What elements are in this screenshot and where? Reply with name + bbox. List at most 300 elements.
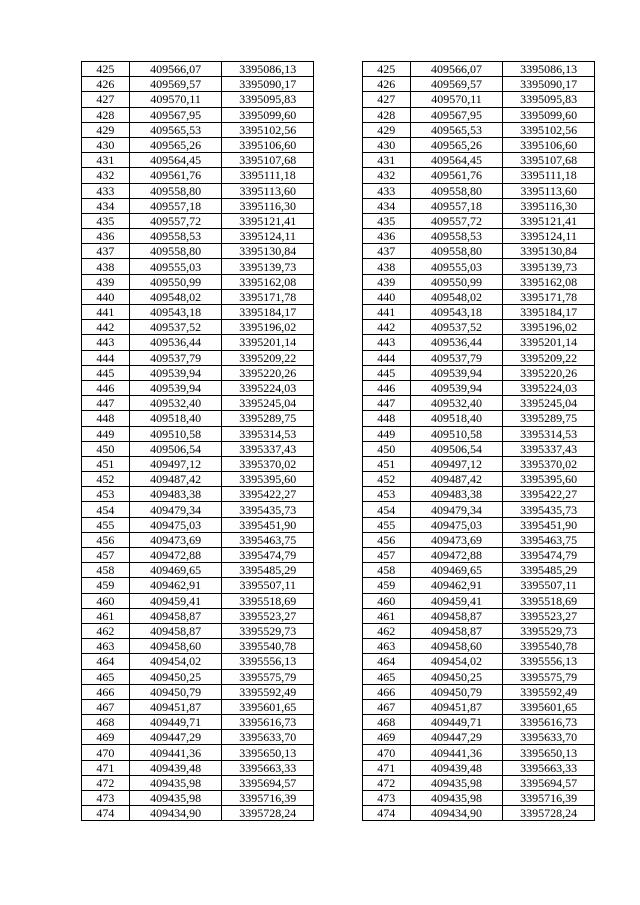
table-row	[82, 122, 595, 137]
left-y-coordinate-cell: 3395337,43	[222, 441, 314, 456]
column-gap-cell	[314, 122, 363, 137]
left-y-coordinate-cell: 3395220,26	[222, 365, 314, 380]
right-y-coordinate-cell: 3395113,60	[503, 183, 595, 198]
column-gap-cell	[314, 456, 363, 471]
column-gap-cell	[314, 107, 363, 122]
right-y-coordinate-cell: 3395106,60	[503, 137, 595, 152]
column-gap-cell	[314, 502, 363, 517]
left-y-coordinate-cell: 3395130,84	[222, 244, 314, 259]
column-gap-cell	[314, 684, 363, 699]
table-row	[82, 380, 595, 395]
left-x-coordinate-cell: 409497,12	[129, 456, 222, 471]
left-y-coordinate-cell: 3395121,41	[222, 213, 314, 228]
right-x-coordinate-cell: 409510,58	[410, 426, 503, 441]
right-y-coordinate-cell: 3395451,90	[503, 517, 595, 532]
right-x-coordinate-cell: 409450,25	[410, 669, 503, 684]
right-point-number-cell: 444	[362, 350, 410, 365]
left-y-coordinate-cell: 3395184,17	[222, 305, 314, 320]
left-y-coordinate-cell: 3395314,53	[222, 426, 314, 441]
right-point-number-cell: 462	[362, 623, 410, 638]
right-point-number-cell: 468	[362, 715, 410, 730]
left-x-coordinate-cell: 409458,87	[129, 623, 222, 638]
column-gap-cell	[314, 244, 363, 259]
right-y-coordinate-cell: 3395523,27	[503, 608, 595, 623]
left-point-number-cell: 464	[82, 654, 130, 669]
right-point-number-cell: 464	[362, 654, 410, 669]
table-row	[82, 62, 595, 77]
right-y-coordinate-cell: 3395184,17	[503, 305, 595, 320]
table-row	[82, 502, 595, 517]
right-x-coordinate-cell: 409458,87	[410, 608, 503, 623]
right-point-number-cell: 427	[362, 92, 410, 107]
left-x-coordinate-cell: 409570,11	[129, 92, 222, 107]
right-point-number-cell: 433	[362, 183, 410, 198]
right-x-coordinate-cell: 409569,57	[410, 77, 503, 92]
table-row	[82, 593, 595, 608]
left-y-coordinate-cell: 3395124,11	[222, 229, 314, 244]
left-point-number-cell: 461	[82, 608, 130, 623]
left-x-coordinate-cell: 409473,69	[129, 532, 222, 547]
left-point-number-cell: 442	[82, 320, 130, 335]
table-row	[82, 229, 595, 244]
table-row	[82, 487, 595, 502]
left-x-coordinate-cell: 409558,80	[129, 183, 222, 198]
right-y-coordinate-cell: 3395370,02	[503, 456, 595, 471]
right-y-coordinate-cell: 3395130,84	[503, 244, 595, 259]
right-y-coordinate-cell: 3395435,73	[503, 502, 595, 517]
table-row	[82, 775, 595, 790]
right-y-coordinate-cell: 3395224,03	[503, 380, 595, 395]
left-y-coordinate-cell: 3395575,79	[222, 669, 314, 684]
left-point-number-cell: 433	[82, 183, 130, 198]
column-gap-cell	[314, 563, 363, 578]
left-x-coordinate-cell: 409518,40	[129, 411, 222, 426]
table-row	[82, 107, 595, 122]
right-y-coordinate-cell: 3395099,60	[503, 107, 595, 122]
left-point-number-cell: 425	[82, 62, 130, 77]
table-row	[82, 654, 595, 669]
left-y-coordinate-cell: 3395633,70	[222, 730, 314, 745]
column-gap-cell	[314, 259, 363, 274]
column-gap-cell	[314, 760, 363, 775]
right-point-number-cell: 448	[362, 411, 410, 426]
left-x-coordinate-cell: 409458,60	[129, 639, 222, 654]
column-gap-cell	[314, 274, 363, 289]
right-y-coordinate-cell: 3395111,18	[503, 168, 595, 183]
right-y-coordinate-cell: 3395162,08	[503, 274, 595, 289]
column-gap-cell	[314, 350, 363, 365]
left-point-number-cell: 473	[82, 791, 130, 806]
right-point-number-cell: 465	[362, 669, 410, 684]
left-y-coordinate-cell: 3395245,04	[222, 396, 314, 411]
right-y-coordinate-cell: 3395139,73	[503, 259, 595, 274]
left-x-coordinate-cell: 409434,90	[129, 806, 222, 821]
left-y-coordinate-cell: 3395616,73	[222, 715, 314, 730]
left-x-coordinate-cell: 409462,91	[129, 578, 222, 593]
table-row	[82, 77, 595, 92]
left-point-number-cell: 466	[82, 684, 130, 699]
right-x-coordinate-cell: 409565,53	[410, 122, 503, 137]
table-row	[82, 730, 595, 745]
left-x-coordinate-cell: 409459,41	[129, 593, 222, 608]
left-x-coordinate-cell: 409539,94	[129, 380, 222, 395]
table-row	[82, 563, 595, 578]
table-row	[82, 244, 595, 259]
right-point-number-cell: 430	[362, 137, 410, 152]
right-y-coordinate-cell: 3395201,14	[503, 335, 595, 350]
table-row	[82, 532, 595, 547]
table-row	[82, 411, 595, 426]
left-y-coordinate-cell: 3395171,78	[222, 289, 314, 304]
right-y-coordinate-cell: 3395474,79	[503, 548, 595, 563]
right-point-number-cell: 425	[362, 62, 410, 77]
coordinates-table-body	[82, 62, 595, 821]
left-x-coordinate-cell: 409565,53	[129, 122, 222, 137]
table-row	[82, 745, 595, 760]
column-gap-cell	[314, 472, 363, 487]
column-gap-cell	[314, 305, 363, 320]
table-row	[82, 699, 595, 714]
right-x-coordinate-cell: 409435,98	[410, 775, 503, 790]
right-point-number-cell: 431	[362, 153, 410, 168]
right-x-coordinate-cell: 409539,94	[410, 365, 503, 380]
right-point-number-cell: 470	[362, 745, 410, 760]
right-point-number-cell: 459	[362, 578, 410, 593]
left-point-number-cell: 457	[82, 548, 130, 563]
right-x-coordinate-cell: 409518,40	[410, 411, 503, 426]
left-x-coordinate-cell: 409555,03	[129, 259, 222, 274]
column-gap-cell	[314, 548, 363, 563]
table-row	[82, 548, 595, 563]
table-row	[82, 305, 595, 320]
right-x-coordinate-cell: 409473,69	[410, 532, 503, 547]
left-y-coordinate-cell: 3395507,11	[222, 578, 314, 593]
left-x-coordinate-cell: 409543,18	[129, 305, 222, 320]
right-point-number-cell: 456	[362, 532, 410, 547]
left-x-coordinate-cell: 409564,45	[129, 153, 222, 168]
left-point-number-cell: 445	[82, 365, 130, 380]
left-point-number-cell: 458	[82, 563, 130, 578]
left-point-number-cell: 470	[82, 745, 130, 760]
column-gap-cell	[314, 198, 363, 213]
right-y-coordinate-cell: 3395633,70	[503, 730, 595, 745]
right-x-coordinate-cell: 409539,94	[410, 380, 503, 395]
left-y-coordinate-cell: 3395663,33	[222, 760, 314, 775]
left-x-coordinate-cell: 409510,58	[129, 426, 222, 441]
table-row	[82, 791, 595, 806]
left-y-coordinate-cell: 3395556,13	[222, 654, 314, 669]
left-point-number-cell: 440	[82, 289, 130, 304]
left-x-coordinate-cell: 409566,07	[129, 62, 222, 77]
left-y-coordinate-cell: 3395540,78	[222, 639, 314, 654]
left-x-coordinate-cell: 409537,52	[129, 320, 222, 335]
right-x-coordinate-cell: 409537,52	[410, 320, 503, 335]
column-gap-cell	[314, 639, 363, 654]
left-point-number-cell: 436	[82, 229, 130, 244]
left-y-coordinate-cell: 3395111,18	[222, 168, 314, 183]
left-point-number-cell: 450	[82, 441, 130, 456]
right-y-coordinate-cell: 3395289,75	[503, 411, 595, 426]
left-point-number-cell: 437	[82, 244, 130, 259]
left-x-coordinate-cell: 409536,44	[129, 335, 222, 350]
left-y-coordinate-cell: 3395463,75	[222, 532, 314, 547]
left-y-coordinate-cell: 3395139,73	[222, 259, 314, 274]
right-y-coordinate-cell: 3395540,78	[503, 639, 595, 654]
left-x-coordinate-cell: 409483,38	[129, 487, 222, 502]
table-row	[82, 396, 595, 411]
right-x-coordinate-cell: 409487,42	[410, 472, 503, 487]
table-row	[82, 684, 595, 699]
table-row	[82, 441, 595, 456]
right-point-number-cell: 434	[362, 198, 410, 213]
right-y-coordinate-cell: 3395601,65	[503, 699, 595, 714]
right-y-coordinate-cell: 3395616,73	[503, 715, 595, 730]
right-y-coordinate-cell: 3395650,13	[503, 745, 595, 760]
right-point-number-cell: 451	[362, 456, 410, 471]
column-gap-cell	[314, 426, 363, 441]
right-y-coordinate-cell: 3395592,49	[503, 684, 595, 699]
right-x-coordinate-cell: 409450,79	[410, 684, 503, 699]
right-point-number-cell: 440	[362, 289, 410, 304]
left-y-coordinate-cell: 3395107,68	[222, 153, 314, 168]
column-gap-cell	[314, 92, 363, 107]
right-point-number-cell: 432	[362, 168, 410, 183]
right-point-number-cell: 450	[362, 441, 410, 456]
right-x-coordinate-cell: 409472,88	[410, 548, 503, 563]
table-row	[82, 259, 595, 274]
right-point-number-cell: 474	[362, 806, 410, 821]
right-point-number-cell: 469	[362, 730, 410, 745]
left-y-coordinate-cell: 3395201,14	[222, 335, 314, 350]
right-point-number-cell: 458	[362, 563, 410, 578]
left-x-coordinate-cell: 409441,36	[129, 745, 222, 760]
right-x-coordinate-cell: 409435,98	[410, 791, 503, 806]
left-point-number-cell: 444	[82, 350, 130, 365]
right-x-coordinate-cell: 409567,95	[410, 107, 503, 122]
table-row	[82, 153, 595, 168]
right-point-number-cell: 455	[362, 517, 410, 532]
table-row	[82, 456, 595, 471]
right-y-coordinate-cell: 3395196,02	[503, 320, 595, 335]
right-y-coordinate-cell: 3395095,83	[503, 92, 595, 107]
column-gap-cell	[314, 380, 363, 395]
table-row	[82, 608, 595, 623]
right-y-coordinate-cell: 3395124,11	[503, 229, 595, 244]
column-gap-cell	[314, 715, 363, 730]
right-y-coordinate-cell: 3395314,53	[503, 426, 595, 441]
left-x-coordinate-cell: 409454,02	[129, 654, 222, 669]
right-y-coordinate-cell: 3395716,39	[503, 791, 595, 806]
right-y-coordinate-cell: 3395245,04	[503, 396, 595, 411]
left-x-coordinate-cell: 409450,25	[129, 669, 222, 684]
column-gap-cell	[314, 168, 363, 183]
right-point-number-cell: 453	[362, 487, 410, 502]
left-x-coordinate-cell: 409565,26	[129, 137, 222, 152]
right-x-coordinate-cell: 409441,36	[410, 745, 503, 760]
left-x-coordinate-cell: 409435,98	[129, 791, 222, 806]
right-y-coordinate-cell: 3395463,75	[503, 532, 595, 547]
right-x-coordinate-cell: 409506,54	[410, 441, 503, 456]
left-y-coordinate-cell: 3395086,13	[222, 62, 314, 77]
left-y-coordinate-cell: 3395716,39	[222, 791, 314, 806]
left-y-coordinate-cell: 3395435,73	[222, 502, 314, 517]
left-x-coordinate-cell: 409447,29	[129, 730, 222, 745]
left-x-coordinate-cell: 409539,94	[129, 365, 222, 380]
left-point-number-cell: 428	[82, 107, 130, 122]
left-x-coordinate-cell: 409469,65	[129, 563, 222, 578]
left-y-coordinate-cell: 3395601,65	[222, 699, 314, 714]
column-gap-cell	[314, 213, 363, 228]
right-point-number-cell: 442	[362, 320, 410, 335]
right-y-coordinate-cell: 3395107,68	[503, 153, 595, 168]
left-x-coordinate-cell: 409548,02	[129, 289, 222, 304]
left-point-number-cell: 474	[82, 806, 130, 821]
column-gap-cell	[314, 153, 363, 168]
table-row	[82, 335, 595, 350]
right-y-coordinate-cell: 3395171,78	[503, 289, 595, 304]
left-point-number-cell: 465	[82, 669, 130, 684]
left-point-number-cell: 426	[82, 77, 130, 92]
left-x-coordinate-cell: 409439,48	[129, 760, 222, 775]
left-y-coordinate-cell: 3395102,56	[222, 122, 314, 137]
left-x-coordinate-cell: 409506,54	[129, 441, 222, 456]
column-gap-cell	[314, 320, 363, 335]
left-point-number-cell: 429	[82, 122, 130, 137]
left-point-number-cell: 435	[82, 213, 130, 228]
right-point-number-cell: 426	[362, 77, 410, 92]
left-point-number-cell: 454	[82, 502, 130, 517]
table-row	[82, 213, 595, 228]
column-gap-cell	[314, 699, 363, 714]
left-y-coordinate-cell: 3395422,27	[222, 487, 314, 502]
right-point-number-cell: 463	[362, 639, 410, 654]
left-x-coordinate-cell: 409475,03	[129, 517, 222, 532]
left-x-coordinate-cell: 409557,72	[129, 213, 222, 228]
left-point-number-cell: 456	[82, 532, 130, 547]
left-y-coordinate-cell: 3395529,73	[222, 623, 314, 638]
left-x-coordinate-cell: 409532,40	[129, 396, 222, 411]
right-y-coordinate-cell: 3395507,11	[503, 578, 595, 593]
column-gap-cell	[314, 517, 363, 532]
right-point-number-cell: 443	[362, 335, 410, 350]
table-row	[82, 289, 595, 304]
left-x-coordinate-cell: 409479,34	[129, 502, 222, 517]
left-x-coordinate-cell: 409472,88	[129, 548, 222, 563]
right-x-coordinate-cell: 409570,11	[410, 92, 503, 107]
left-point-number-cell: 427	[82, 92, 130, 107]
column-gap-cell	[314, 335, 363, 350]
right-x-coordinate-cell: 409497,12	[410, 456, 503, 471]
right-point-number-cell: 473	[362, 791, 410, 806]
right-y-coordinate-cell: 3395694,57	[503, 775, 595, 790]
column-gap-cell	[314, 791, 363, 806]
right-x-coordinate-cell: 409475,03	[410, 517, 503, 532]
right-x-coordinate-cell: 409462,91	[410, 578, 503, 593]
right-x-coordinate-cell: 409449,71	[410, 715, 503, 730]
left-y-coordinate-cell: 3395209,22	[222, 350, 314, 365]
right-point-number-cell: 445	[362, 365, 410, 380]
left-y-coordinate-cell: 3395650,13	[222, 745, 314, 760]
column-gap-cell	[314, 806, 363, 821]
left-x-coordinate-cell: 409569,57	[129, 77, 222, 92]
right-y-coordinate-cell: 3395422,27	[503, 487, 595, 502]
right-x-coordinate-cell: 409447,29	[410, 730, 503, 745]
right-point-number-cell: 429	[362, 122, 410, 137]
right-point-number-cell: 436	[362, 229, 410, 244]
right-point-number-cell: 467	[362, 699, 410, 714]
right-y-coordinate-cell: 3395102,56	[503, 122, 595, 137]
table-row	[82, 426, 595, 441]
column-gap-cell	[314, 669, 363, 684]
right-x-coordinate-cell: 409459,41	[410, 593, 503, 608]
left-x-coordinate-cell: 409550,99	[129, 274, 222, 289]
column-gap-cell	[314, 487, 363, 502]
right-y-coordinate-cell: 3395337,43	[503, 441, 595, 456]
right-point-number-cell: 457	[362, 548, 410, 563]
right-x-coordinate-cell: 409558,80	[410, 183, 503, 198]
column-gap-cell	[314, 578, 363, 593]
left-x-coordinate-cell: 409558,80	[129, 244, 222, 259]
table-row	[82, 137, 595, 152]
left-point-number-cell: 431	[82, 153, 130, 168]
column-gap-cell	[314, 730, 363, 745]
left-point-number-cell: 449	[82, 426, 130, 441]
right-y-coordinate-cell: 3395209,22	[503, 350, 595, 365]
right-point-number-cell: 447	[362, 396, 410, 411]
left-x-coordinate-cell: 409567,95	[129, 107, 222, 122]
right-x-coordinate-cell: 409555,03	[410, 259, 503, 274]
right-point-number-cell: 472	[362, 775, 410, 790]
right-x-coordinate-cell: 409469,65	[410, 563, 503, 578]
table-row	[82, 274, 595, 289]
left-x-coordinate-cell: 409557,18	[129, 198, 222, 213]
left-point-number-cell: 446	[82, 380, 130, 395]
left-point-number-cell: 441	[82, 305, 130, 320]
coordinates-table	[81, 61, 595, 821]
table-row	[82, 183, 595, 198]
right-y-coordinate-cell: 3395220,26	[503, 365, 595, 380]
right-x-coordinate-cell: 409564,45	[410, 153, 503, 168]
right-y-coordinate-cell: 3395395,60	[503, 472, 595, 487]
column-gap-cell	[314, 137, 363, 152]
left-point-number-cell: 451	[82, 456, 130, 471]
table-row	[82, 623, 595, 638]
table-row	[82, 320, 595, 335]
right-point-number-cell: 449	[362, 426, 410, 441]
left-y-coordinate-cell: 3395451,90	[222, 517, 314, 532]
right-x-coordinate-cell: 409558,80	[410, 244, 503, 259]
right-x-coordinate-cell: 409458,60	[410, 639, 503, 654]
left-point-number-cell: 430	[82, 137, 130, 152]
left-point-number-cell: 448	[82, 411, 130, 426]
left-x-coordinate-cell: 409451,87	[129, 699, 222, 714]
left-x-coordinate-cell: 409450,79	[129, 684, 222, 699]
column-gap-cell	[314, 623, 363, 638]
right-x-coordinate-cell: 409451,87	[410, 699, 503, 714]
right-point-number-cell: 461	[362, 608, 410, 623]
right-y-coordinate-cell: 3395086,13	[503, 62, 595, 77]
column-gap-cell	[314, 77, 363, 92]
left-point-number-cell: 467	[82, 699, 130, 714]
left-x-coordinate-cell: 409458,87	[129, 608, 222, 623]
left-point-number-cell: 452	[82, 472, 130, 487]
right-x-coordinate-cell: 409566,07	[410, 62, 503, 77]
left-point-number-cell: 438	[82, 259, 130, 274]
right-point-number-cell: 439	[362, 274, 410, 289]
right-point-number-cell: 437	[362, 244, 410, 259]
right-y-coordinate-cell: 3395575,79	[503, 669, 595, 684]
left-point-number-cell: 460	[82, 593, 130, 608]
